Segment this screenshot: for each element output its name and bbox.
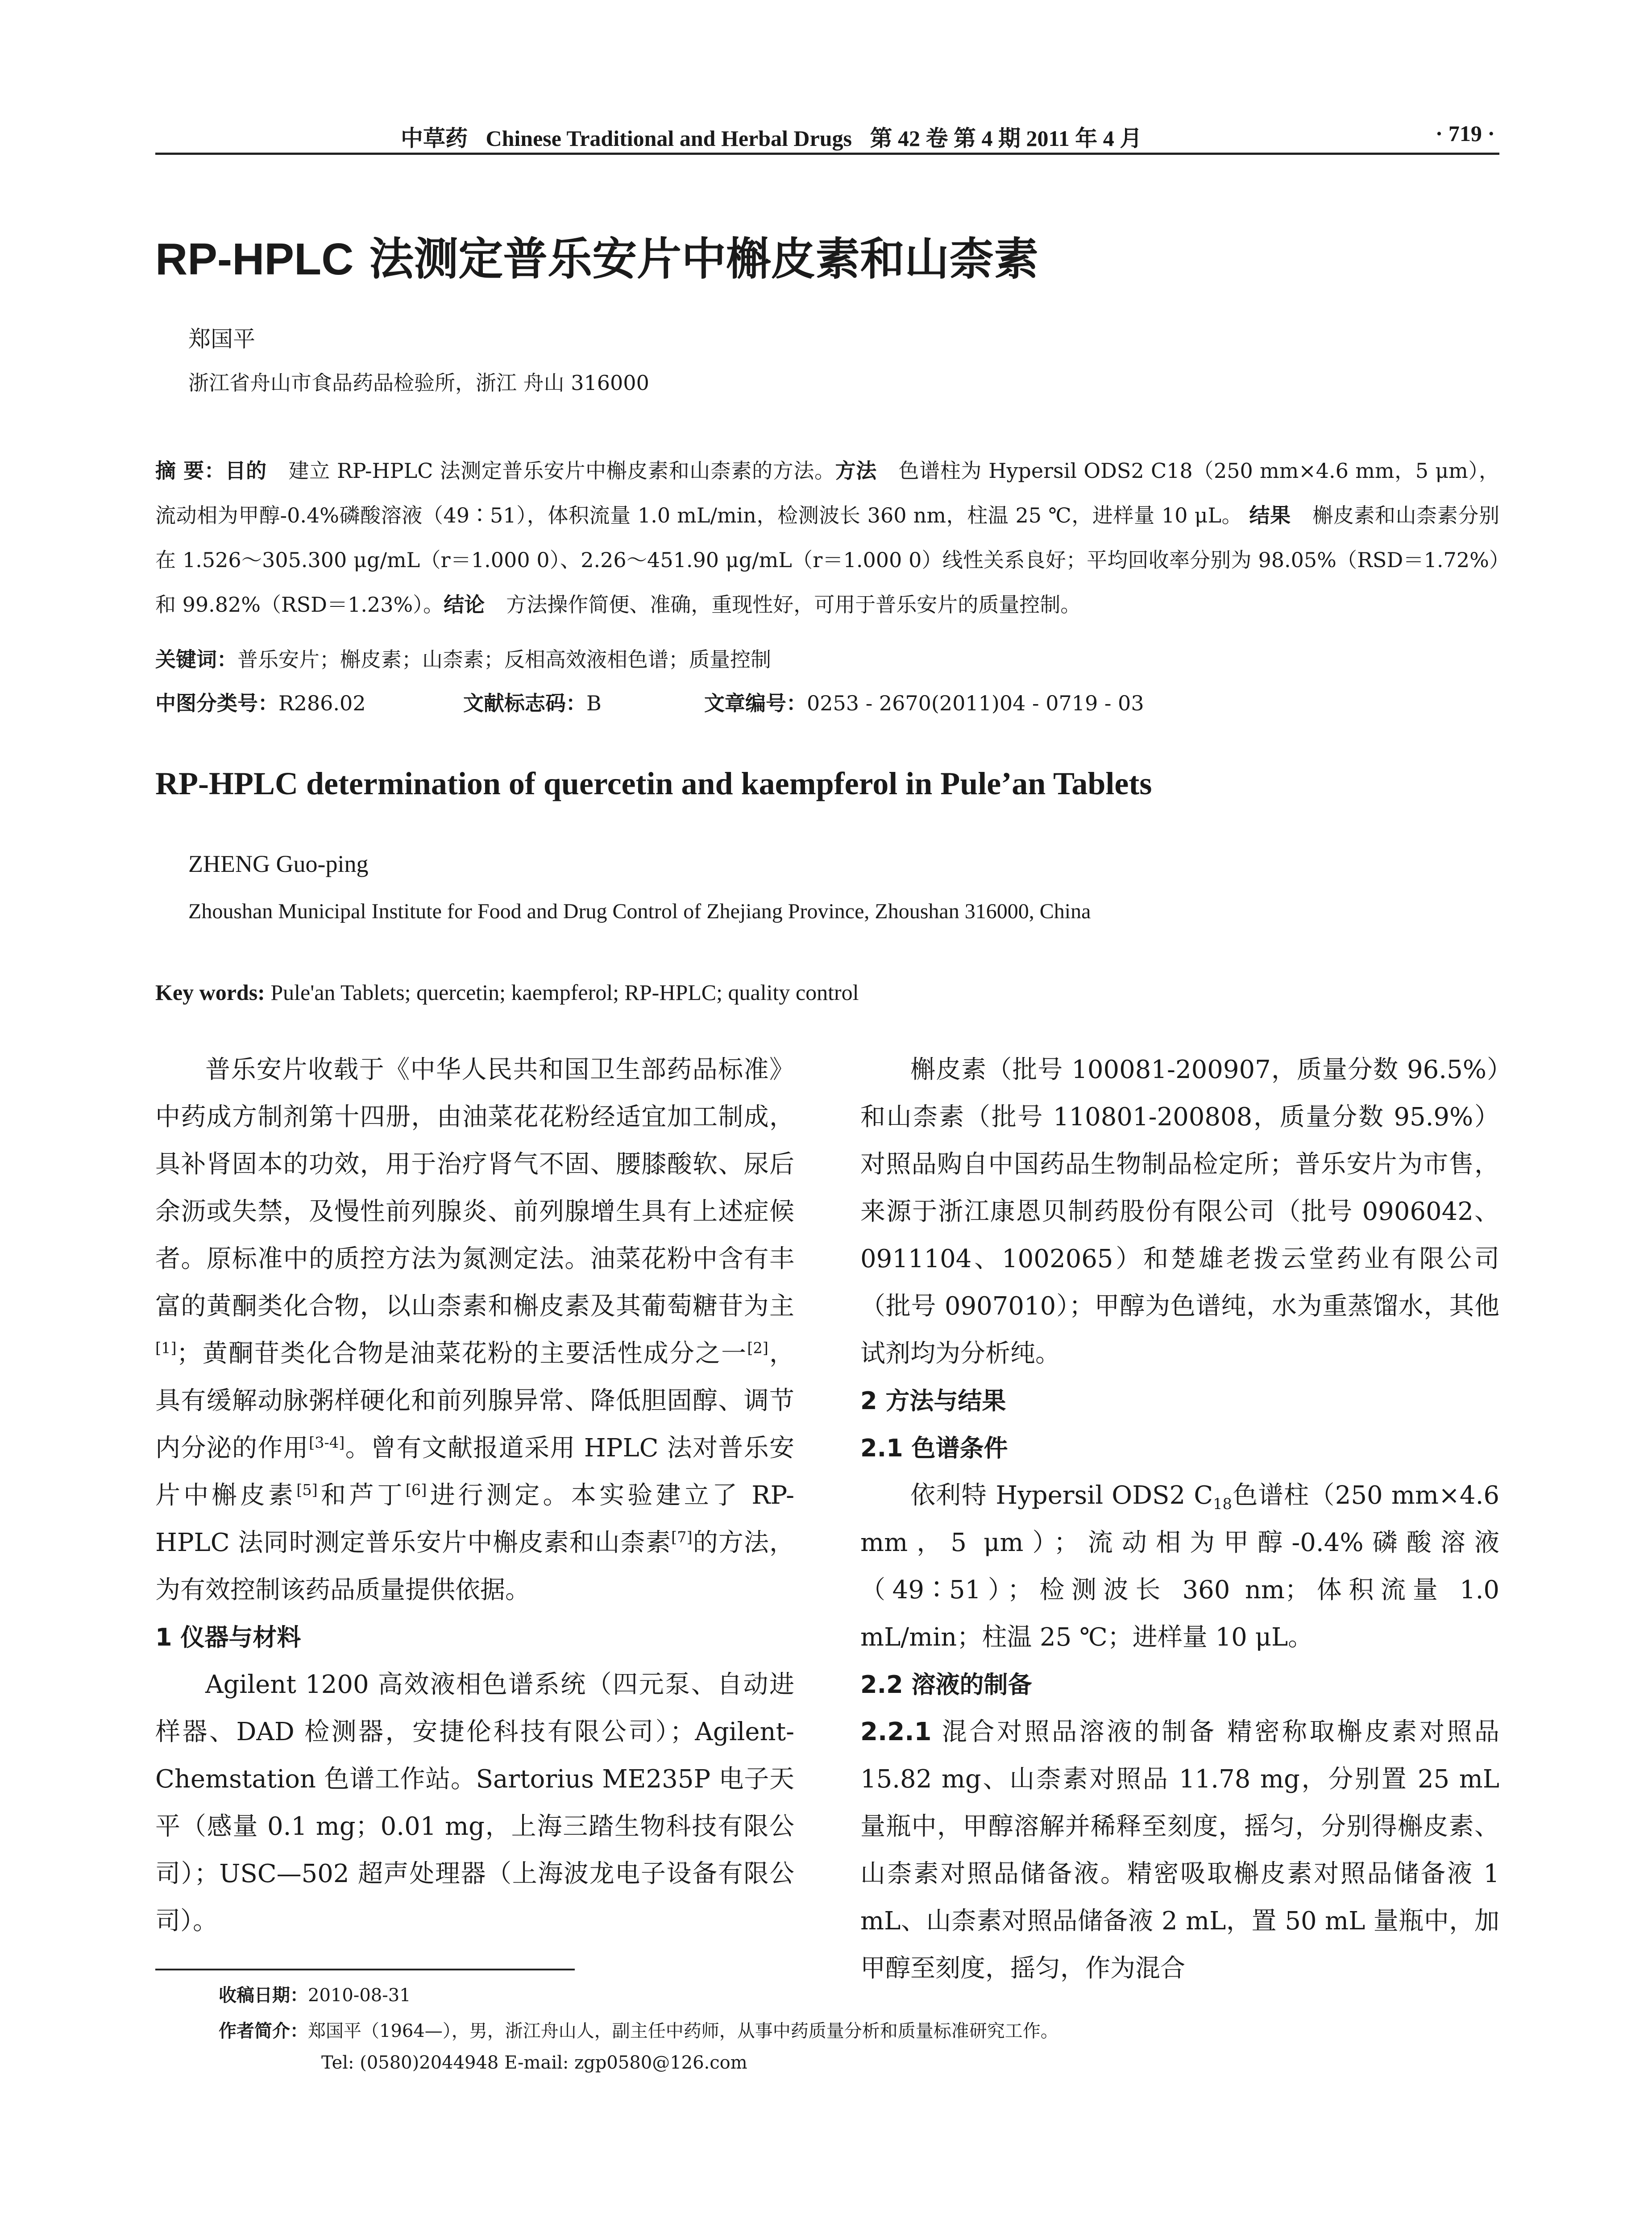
affiliation-english: Zhoushan Municipal Institute for Food and Drug Control of Zhejiang Province, Zhoushan 316000, China	[188, 900, 1091, 923]
section-1-heading: 1 仪器与材料	[155, 1623, 301, 1651]
journal-name-cn: 中草药	[401, 126, 468, 151]
ref-1: [1]	[155, 1339, 177, 1357]
title-cn-text: 法测定普乐安片中槲皮素和山柰素	[353, 233, 1039, 285]
title-chinese	[155, 223, 1038, 287]
keywords-cn-label: 关键词：	[155, 647, 237, 672]
keywords-cn-text: 普乐安片；槲皮素；山柰素；反相高效液相色谱；质量控制	[237, 647, 771, 672]
objective-label: 目的	[225, 459, 267, 483]
keywords-en-label: Key words:	[155, 980, 265, 1005]
result-label: 结果	[1249, 503, 1291, 527]
clc-label: 中图分类号：	[155, 691, 278, 715]
section-2-2-heading: 2.2 溶液的制备	[860, 1671, 1032, 1699]
title-cn-latin: RP-HPLC	[155, 234, 354, 284]
header-journal	[401, 120, 1154, 153]
affiliation-chinese: 浙江省舟山市食品药品检验所，浙江 舟山 316000	[188, 371, 649, 395]
footnote-contact: Tel: (0580)2044948 E-mail: zgp0580@126.com	[321, 2053, 747, 2073]
author-chinese: 郑国平	[188, 326, 255, 352]
method-label: 方法	[835, 459, 877, 483]
intro-paragraph: 普乐安片收载于《中华人民共和国卫生部药品标准》中药成方制剂第十四册，由油菜花花粉经适宜加工制成，具补肾固本的功效，用于治疗肾气不固、腰膝酸软、尿后余沥或失禁，及慢性前列腺炎、前列腺增生具有上述症候者。原标准中的质控方法为氮测定法。油菜花粉中含有丰富的黄酮类化合物，以山柰素和槲皮素及其葡萄糖苷为主[1]；黄酮苷类化合物是油菜花粉的主要活性成分之一[2]，具有缓解动脉粥样硬化和前列腺异常、降低胆固醇、调节内分泌的作用[3-4]。曾有文献报道采用 HPLC 法对普乐安片中槲皮素[5]和芦丁[6]进行测定。本实验建立了 RP-HPLC 法同时测定普乐安片中槲皮素和山柰素[7]的方法，为有效控制该药品质量提供依据。	[155, 1055, 795, 1605]
section-2-heading: 2 方法与结果	[860, 1387, 1006, 1415]
abstract-label: 摘 要：	[155, 459, 225, 483]
author-english: ZHENG Guo-ping	[188, 850, 369, 877]
article-number-value: 0253 - 2670(2011)04 - 0719 - 03	[807, 691, 1144, 715]
ref-7: [7]	[671, 1528, 693, 1546]
ref-6: [6]	[405, 1481, 427, 1499]
body-column-right	[860, 1046, 1499, 1992]
materials-paragraph: 槲皮素（批号 100081-200907，质量分数 96.5%）和山柰素（批号 110801-200808，质量分数 95.9%）对照品购自中国药品生物制品检定所；普乐安片为市售，来源于浙江康恩贝制药股份有限公司（批号 0906042、0911104、1002065）和楚雄老拨云堂药业有限公司（批号 0907010）；甲醇为色谱纯，水为重蒸馏水，其他试剂均为分析纯。	[860, 1055, 1499, 1368]
ref-3-4: [3-4]	[309, 1434, 345, 1451]
method-text: 色谱柱为 Hypersil ODS2 C18（250 mm×4.6 mm，5 μm），流动相为甲醇-0.4%磷酸溶液（49∶51），体积流量 1.0 mL/min，检测波长 360 nm，柱温 25 ℃，进样量 10 μL。	[155, 459, 1499, 527]
footnote-received: 收稿日期：2010-08-31	[219, 1985, 411, 2006]
article-number-label: 文章编号：	[704, 691, 807, 715]
doc-code-value: B	[586, 691, 602, 715]
doc-code-label: 文献标志码：	[463, 691, 586, 715]
conclusion-text: 方法操作简便、准确，重现性好，可用于普乐安片的质量控制。	[506, 593, 1081, 617]
instruments-paragraph: Agilent 1200 高效液相色谱系统（四元泵、自动进样器、DAD 检测器，安捷伦科技有限公司）；Agilent-Chemstation 色谱工作站。Sartorius ME235P 电子天平（感量 0.1 mg；0.01 mg，上海三踏生物科技有限公司）；USC—502 超声处理器（上海波龙电子设备有限公司）。	[155, 1670, 794, 1936]
ref-2: [2]	[747, 1339, 768, 1357]
page-number: · 719 ·	[1435, 121, 1495, 146]
conclusion-label: 结论	[444, 593, 485, 617]
classification-line	[155, 687, 1144, 717]
footnote-divider	[155, 1969, 575, 1970]
clc-value: R286.02	[278, 691, 366, 715]
chromatography-paragraph: 依利特 Hypersil ODS2 $C_{18}$色谱柱（250 mm×4.6 mm，5 μm）；流动相为甲醇-0.4%磷酸溶液（49∶51）；检测波长 360 nm；体积流量 1.0 mL/min；柱温 25 ℃；进样量 10 μL。	[860, 1481, 1500, 1652]
section-2-1-heading: 2.1 色谱条件	[860, 1434, 1008, 1462]
running-header	[155, 117, 1499, 155]
keywords-english	[155, 979, 859, 1005]
title-english: RP-HPLC determination of quercetin and kaempferol in Pule’an Tablets	[155, 766, 1152, 801]
keywords-en-text: Pule'an Tablets; quercetin; kaempferol; RP-HPLC; quality control	[265, 980, 859, 1005]
journal-name-en: Chinese Traditional and Herbal Drugs	[486, 126, 852, 151]
objective-text: 建立 RP-HPLC 法测定普乐安片中槲皮素和山柰素的方法。	[288, 459, 835, 483]
footnote-bio: 作者简介：郑国平（1964—），男，浙江舟山人，副主任中药师，从事中药质量分析和质量标准研究工作。	[219, 2021, 1058, 2041]
section-2-2-1-number: 2.2.1	[860, 1717, 932, 1746]
body-column-left	[155, 1046, 794, 1945]
result-text: 槲皮素和山柰素分别在 1.526～305.300 μg/mL（r＝1.000 0）、2.26～451.90 μg/mL（r＝1.000 0）线性关系良好；平均回收率分别为 98.05%（RSD＝1.72%）和 99.82%（RSD＝1.23%）。	[155, 503, 1499, 617]
ref-5: [5]	[296, 1481, 318, 1499]
abstract-chinese	[155, 448, 1499, 627]
journal-issue: 第 42 卷 第 4 期 2011 年 4 月	[870, 126, 1142, 151]
keywords-chinese	[155, 643, 771, 673]
standard-solution-paragraph: 2.2.1 混合对照品溶液的制备 精密称取槲皮素对照品 15.82 mg、山柰素对照品 11.78 mg，分别置 25 mL 量瓶中，甲醇溶解并稀释至刻度，摇匀，分别得槲皮素、山柰素对照品储备液。精密吸取槲皮素对照品储备液 1 mL、山柰素对照品储备液 2 mL，置 50 mL 量瓶中，加甲醇至刻度，摇匀，作为混合	[860, 1717, 1499, 1983]
